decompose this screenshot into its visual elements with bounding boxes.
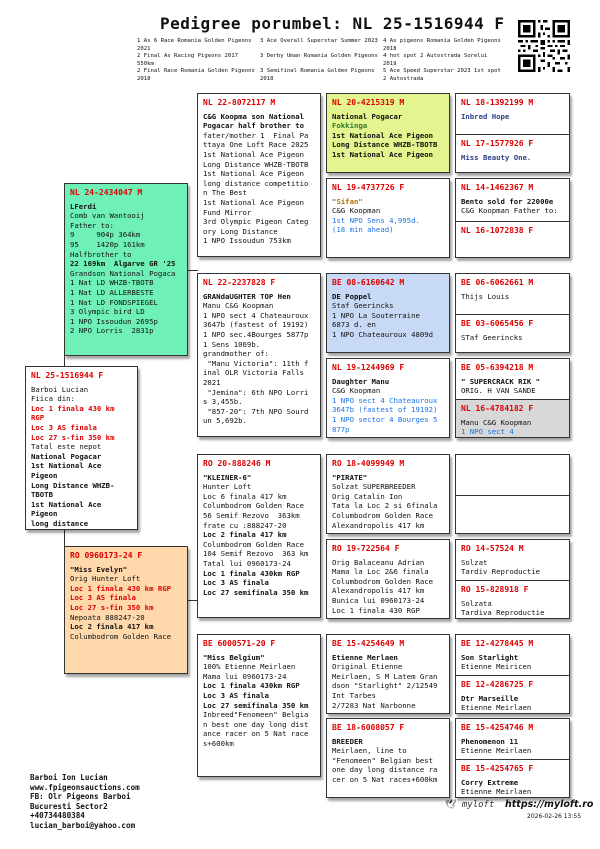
ring-number: NL 19-1244969 F <box>332 363 405 372</box>
pigeon-entry: NL 17-1577926 F Miss Beauty One. <box>456 134 569 173</box>
pigeon-card-pair[interactable] <box>455 178 570 258</box>
ring-number: NL 24-2434047 M <box>70 188 143 197</box>
footer-url[interactable]: https://myloft.ro <box>505 799 594 810</box>
page-title: Pedigree porumbel: NL 25-1516944 F <box>160 14 505 33</box>
ring-number: RO 18-4099949 M <box>332 459 405 468</box>
pigeon-entry: BE 12-4278445 M Son Starlight Etienne Meiricen <box>461 639 534 672</box>
ring-number: RO 20-888246 M <box>203 459 271 468</box>
pigeon-card-sire-dam[interactable]: NL 22-2237828 F GRANdaUGHTER TOP Hen Manu C&G Koopman 1 NPO sect 4 Chateauroux 3647b (fastest of 19192) 1 NPO sec.4Bourges 5877p 1 Sens 1069b. grandmother of: "Manu Victoria": 11th f inal OLR Victoria Falls 2021 "Jemina": 6th NPO Lorri s 3,455b. "857-20": 7th NPO Sourd un 5,692b. <box>197 273 321 437</box>
result-item: 4 hot spot 2 Autostrada Sorelui 2019 <box>383 53 488 67</box>
ring-number: NL 19-4737726 F <box>332 183 405 192</box>
pigeon-entry: NL 16-4784182 F Manu C&G Koopman 1 NPO sect 4 <box>456 399 569 438</box>
pigeon-card-dam[interactable]: RO 0960173-24 F "Miss Evelyn" Orig Hunter Loft Loc 1 finala 430 km RGP Loc 3 AS finala Loc 27 s-fin 350 km Nepoata 888247-20 Loc 2 finala 417 km Columbodrom Golden Race <box>64 546 188 674</box>
pigeon-card-pair[interactable] <box>455 539 570 619</box>
ring-number: BE 08-6160642 M <box>332 278 405 287</box>
results-list <box>137 38 505 84</box>
pigeon-card-pair[interactable] <box>455 358 570 438</box>
contact-block <box>30 773 140 831</box>
ring-number: NL 22-8072117 M <box>203 98 276 107</box>
qr-code-icon[interactable] <box>518 20 570 72</box>
pigeon-card-pair[interactable] <box>455 634 570 714</box>
pigeon-card-pair[interactable] <box>455 93 570 173</box>
contact-email[interactable]: lucian_barboi@yahoo.com <box>30 820 136 830</box>
ring-number: BE 6000571-20 F <box>203 639 276 648</box>
pigeon-card-sire-sire[interactable]: NL 22-8072117 M C&G Koopma son National Pogacar half brother to fater/mother 1 Final Pa ttaya One Loft Race 2025 1st National Ace Pigeon Long Distance WHZB-TBOTB 1st National Ace Pigeon long distance competitio n The Best 1st National Ace Pigeon Fund Mirror 3rd Olympic Pigeon Categ ory Long Distance 1 NPO Issoudun 753km <box>197 93 321 257</box>
pigeon-entry: NL 14-1462367 M Bento sold for 22000e C&G Koopman Father to: <box>461 183 558 216</box>
result-item: 3 Derby Uman Romania Golden Pigeons <box>260 53 378 60</box>
result-item: 2 Final Race Romania Golden Pigeons 2018 <box>137 68 255 82</box>
pigeon-entry: BE 12-4286725 F Dtr Marseille Etienne Meirlaen <box>456 675 569 714</box>
pigeon-entry: RO 15-828918 F Solzata Tardiva Reproductie <box>456 580 569 619</box>
pigeon-entry <box>456 495 569 534</box>
pigeon-card-subject[interactable]: NL 25-1516944 F Barboi Lucian Fiica din: Loc 1 finala 430 km RGP Loc 3 AS finala Loc 27 s-fin 350 km Tatal este nepot National Pogacar 1st National Ace Pigeon Long Distance WHZB-TBOTB 1st National Ace Pigeon long distance <box>25 366 138 530</box>
pigeon-card-dds[interactable]: BE 15-4254649 M Etienne Merlaen Original Etienne Meirlaen, S M Latem Gran dson "Starlight" 2/12549 Int Tarbes 2/7283 Nat Narbonne <box>326 634 450 714</box>
pigeon-entry: BE 05-6394218 M " SUPERCRACK RIK " ORIG. H VAN SANDE <box>461 363 541 396</box>
pigeon-card-pair[interactable] <box>455 454 570 534</box>
connector <box>188 270 198 271</box>
ring-number: NL 25-1516944 F <box>31 371 104 380</box>
result-item: 4 As pigeons Romania Golden Pigeons 2018 <box>383 38 501 52</box>
pigeon-icon: 🕊 <box>445 800 457 810</box>
contact-facebook: FB: Olr Pigeons Barboi <box>30 792 131 802</box>
pigeon-card-ssd[interactable]: NL 19-4737726 F "Sifan" C&G Koopman 1st NPO Sens 4,995d. (18 min ahead) <box>326 178 450 258</box>
pigeon-entry: BE 06-6062661 M Thijs Louis <box>461 278 534 301</box>
pigeon-entry: RO 14-57524 M Solzat Tardiv Reproductie <box>461 544 541 577</box>
myloft-logo: 🕊 myloft <box>445 800 495 810</box>
pigeon-entry: BE 03-6065456 F STaf Geerincks <box>456 314 569 353</box>
ring-number: RO 19-722564 F <box>332 544 400 553</box>
pigeon-card-sire[interactable]: NL 24-2434047 M LFerdi Comb van Wantooij Father to: 9 904p 364km 95 1420p 161km Halfbrother to 22 169km Algarve GR '25 Grandson National Pogaca 1 Nat LD WHZB-TBOTB 1 Nat LD ALLERBESTE 1 Nat LD FONDSPIEGEL 3 Olympic bird LD 1 NPO Issoudun 2695p 2 NPO Lorris 2831p <box>64 183 188 356</box>
pigeon-entry: BE 15-4254765 F Corry Extreme Etienne Meirlaen <box>456 759 569 798</box>
pigeon-card-dam-dam[interactable]: BE 6000571-20 F "Miss Belgium" 100% Etienne Meirlaen Mama lui 0960173-24 Loc 1 finala 430km RGP Loc 3 AS finala Loc 27 semifinala 350 km Inbreed"Fenomeen" Belgia n best one day long dist ance racer on 5 Nat race s+600km <box>197 634 321 777</box>
result-item: 5 Ace Speed Superstar 2023 1st spot 2 Autostrada <box>383 68 501 82</box>
contact-address: Bucuresti Sector2 <box>30 801 108 811</box>
result-item: 3 Ace Overall Superstar Summer 2023 <box>260 38 378 44</box>
contact-name: Barboi Ion Lucian <box>30 773 108 782</box>
ring-number: BE 15-4254649 M <box>332 639 405 648</box>
pigeon-card-pair[interactable] <box>455 273 570 353</box>
contact-phone: +40734480384 <box>30 811 85 821</box>
ring-number: NL 20-4215319 M <box>332 98 405 107</box>
pigeon-card-pair[interactable] <box>455 718 570 798</box>
pigeon-card-ddd[interactable]: BE 18-6008057 F BREEDER Meirlaen, line to "Fenomeen" Belgian best one day long distance ra cer on 5 Nat races+600km <box>326 718 450 798</box>
pigeon-entry: BE 15-4254746 M Phenomenon 11 Etienne Meirlaen <box>461 723 534 756</box>
footer-date: 2026-02-26 13:55 <box>527 813 582 820</box>
connector <box>64 530 65 546</box>
result-item: 1 As 6 Race Romania Golden Pigeons 2021 <box>137 38 252 52</box>
result-item: 3 Semifinal Romania Golden Pigeons 2018 <box>260 68 375 82</box>
result-item: 2 Final As Racing Pigeons 2017 550km <box>137 53 239 67</box>
pigeon-entry: NL 18-1392199 M Inbred Hope <box>461 98 534 121</box>
pigeon-card-sdd[interactable]: NL 19-1244969 F Daughter Manu C&G Koopman 1 NPO sect 4 Chateauroux 3647b (fastest of 19192) 1 NPO sector 4 Bourges 5 877p <box>326 358 450 438</box>
pigeon-entry: NL 16-1072838 F <box>456 221 569 258</box>
pigeon-card-dss[interactable]: RO 18-4099949 M "PIRATE" Solzat SUPERBREEDER Orig Catalin Ion Tata la Loc 2 si 6finala Columbodrom Golden Race Alexandropolis 417 km <box>326 454 450 534</box>
contact-website[interactable]: www.fpigeonsauctions.com <box>30 782 140 792</box>
pigeon-card-dam-sire[interactable]: RO 20-888246 M "KLEINER-6" Hunter Loft Loc 6 finala 417 km Columbodrom Golden Race 56 Semif Rezovo 363km frate cu :888247-20 Loc 2 finala 417 km Columbodrom Golden Race 104 Semif Rezovo 363 km Tatal lui 0960173-24 Loc 1 finala 430km RGP Loc 3 AS finala Loc 27 semifinala 350 km <box>197 454 321 618</box>
ring-number: RO 0960173-24 F <box>70 551 143 560</box>
pigeon-card-dsd[interactable]: RO 19-722564 F Orig Balaceanu Adrian Mama la Loc 2&6 finala Columbodrom Golden Race Alexandropolis 417 km Bunica lui 0960173-24 Loc 1 finala 430 RGP <box>326 539 450 619</box>
ring-number: BE 18-6008057 F <box>332 723 405 732</box>
pigeon-card-sss[interactable]: NL 20-4215319 M National Pogacar Fokkinga 1st National Ace Pigeon Long Distance WHZB-TBOTB 1st National Ace Pigeon <box>326 93 450 173</box>
ring-number: NL 22-2237828 F <box>203 278 276 287</box>
pigeon-entry <box>456 455 569 495</box>
pigeon-card-sds[interactable]: BE 08-6160642 M DE Poppel Staf Geerincks 1 NPO La Souterraine 6873 d. en 1 NPO Chateauroux 4809d <box>326 273 450 353</box>
